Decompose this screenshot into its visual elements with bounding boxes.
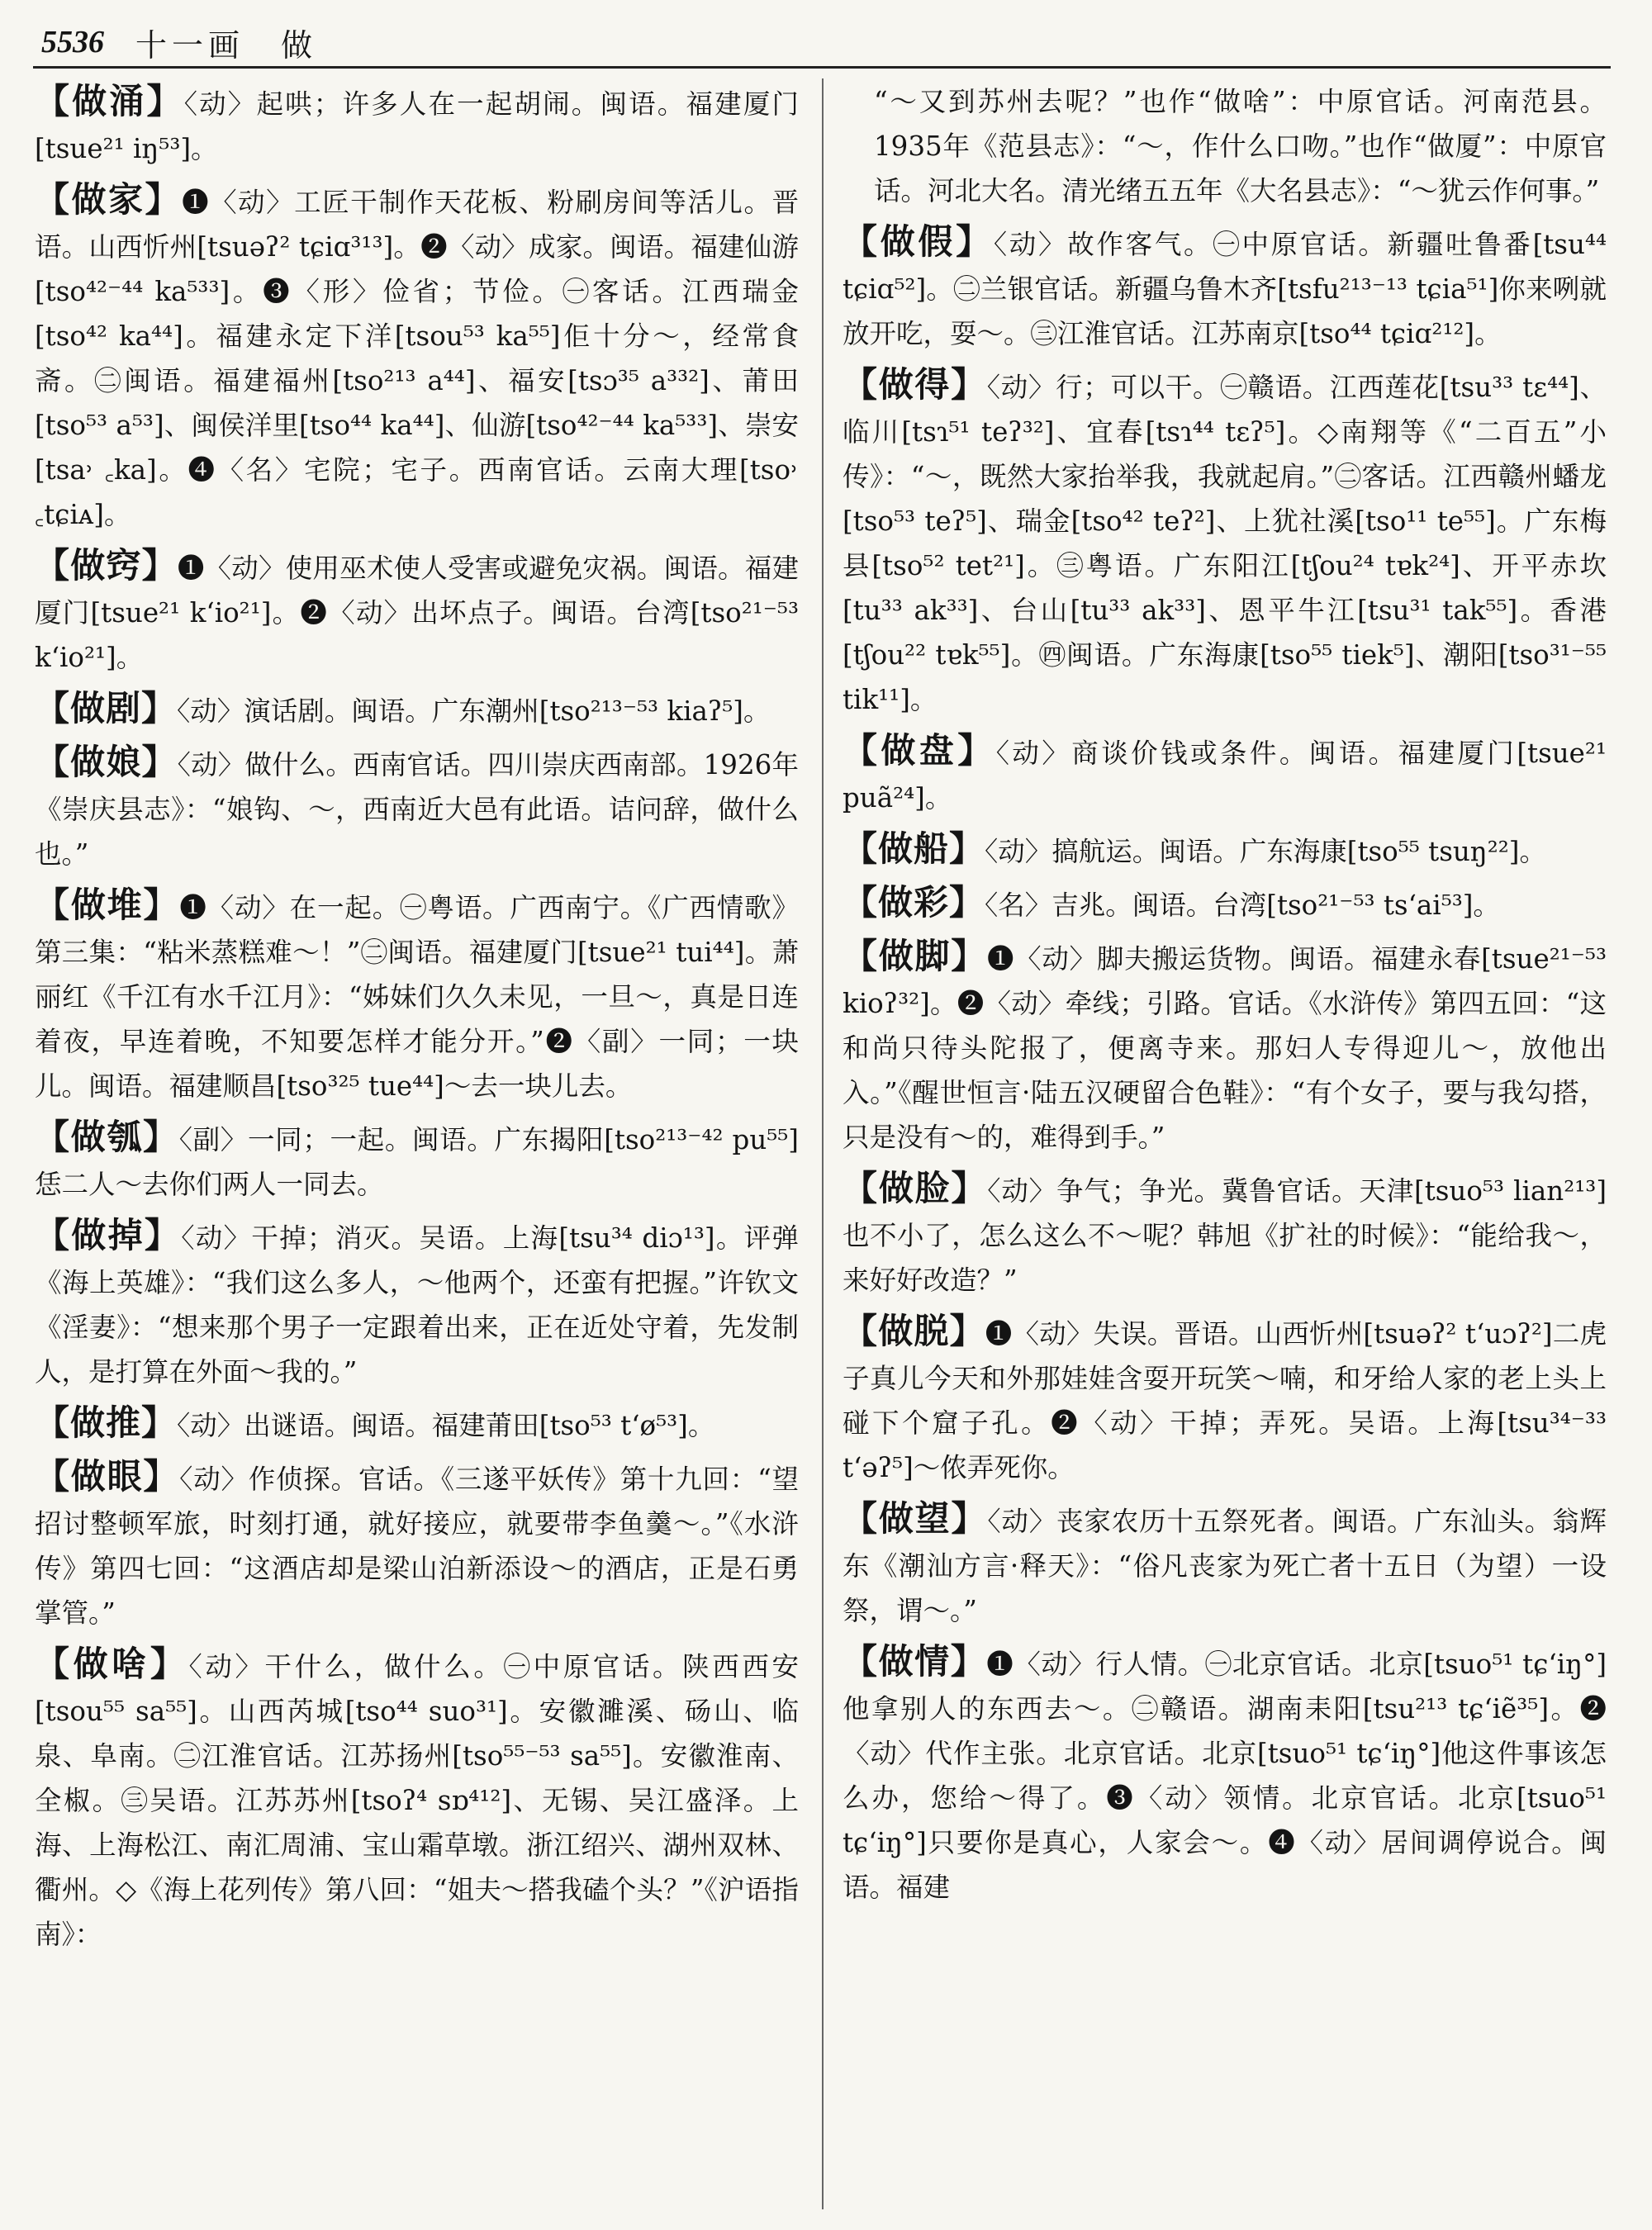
entry-definition: “～又到苏州去呢？”也作“做啥”：中原官话。河南范县。1935年《范县志》：“～，作什么口吻。”也作“做厦”：中原官话。河北大名。清光绪五五年《大名县志》：“～犹云作何事。” bbox=[874, 86, 1607, 206]
entry-definition: 〈动〉起哄；许多人在一起胡闹。闽语。福建厦门[tsue²¹ iŋ⁵³]。 bbox=[35, 88, 799, 164]
dictionary-entry bbox=[843, 827, 1607, 874]
entry-headword: 【做盘】 bbox=[843, 730, 996, 771]
entry-definition: 〈动〉行；可以干。㊀赣语。江西莲花[tsu³³ tɛ⁴⁴]、临川[tsɿ⁵¹ teʔ³²]、宜春[tsɿ⁴⁴ tɛʔ⁵]。◇南翔等《“二百五”小传》：“～，既然大家抬举我，我就起肩。”㊁客话。江西赣州蟠龙[tso⁵³ teʔ⁵]、瑞金[tso⁴² teʔ²]、上犹社溪[tso¹¹ te⁵⁵]。广东梅县[tso⁵² tet²¹]。㊂粤语。广东阳江[tʃou²⁴ tɐk²⁴]、开平赤坎[tu³³ ak³³]、台山[tu³³ ak³³]、恩平牛江[tsu³¹ tak⁵⁵]。香港[tʃou²² tɐk⁵⁵]。㊃闽语。广东海康[tso⁵⁵ tiek⁵]、潮阳[tso³¹⁻⁵⁵ tik¹¹]。 bbox=[843, 372, 1607, 715]
page-title: 十一画 做 bbox=[135, 26, 318, 64]
entry-definition: 〈动〉做什么。西南官话。四川崇庆西南部。1926年《崇庆县志》：“娘钩、～，西南近大邑有此语。诘问辞，做什么也。” bbox=[35, 749, 799, 870]
entry-headword: 【做推】 bbox=[35, 1402, 178, 1443]
entry-headword: 【做船】 bbox=[843, 828, 985, 869]
entry-definition: 〈动〉干什么，做什么。㊀中原官话。陕西西安[tsou⁵⁵ sa⁵⁵]。山西芮城[tso⁴⁴ suo³¹]。安徽濉溪、砀山、临泉、阜南。㊁江淮官话。江苏扬州[tso⁵⁵⁻⁵³ sa⁵⁵]。安徽淮南、全椒。㊂吴语。江苏苏州[tsoʔ⁴ sɒ⁴¹²]、无锡、吴江盛泽。上海、上海松江、南汇周浦、宝山霜草墩。浙江绍兴、湖州双林、衢州。◇《海上花列传》第八回：“姐夫～搭我磕个头？”《沪语指南》： bbox=[35, 1651, 799, 1950]
dictionary-entry bbox=[35, 686, 799, 733]
entry-definition: 〈动〉干掉；消灭。吴语。上海[tsu³⁴ diɔ¹³]。评弹《海上英雄》：“我们这么多人，～他两个，还蛮有把握。”许钦文《淫妻》：“想来那个男子一定跟着出来，正在近处守着，先发制人，是打算在外面～我的。” bbox=[35, 1222, 799, 1388]
entry-definition: ❶〈动〉脚夫搬运货物。闽语。福建永春[tsue²¹⁻⁵³ kioʔ³²]。❷〈动〉牵线；引路。官话。《水浒传》第四五回：“这和尚只待头陀报了，便离寺来。那妇人专得迎儿～，放他出入。”《醒世恒言·陆五汉硬留合色鞋》：“有个女子，要与我勾搭，只是没有～的，难得到手。” bbox=[843, 943, 1607, 1153]
entry-definition: 〈动〉争气；争光。冀鲁官话。天津[tsuo⁵³ lian²¹³]也不小了，怎么这么不～呢？韩旭《扩社的时候》：“能给我～，来好好改造？” bbox=[843, 1175, 1607, 1296]
dictionary-entry bbox=[843, 1639, 1607, 1910]
entry-headword: 【做脚】 bbox=[843, 936, 987, 976]
entry-definition: ❶〈动〉在一起。㊀粤语。广西南宁。《广西情歌》第三集：“粘米蒸糕难～！”㊁闽语。福建厦门[tsue²¹ tui⁴⁴]。萧丽红《千江有水千江月》：“姊妹们久久未见，一旦～，真是日连着夜，早连着晚，不知要怎样才能分开。”❷〈副〉一同；一块儿。闽语。福建顺昌[tso³²⁵ tue⁴⁴]～去一块儿去。 bbox=[35, 892, 799, 1102]
entry-headword: 【做彩】 bbox=[843, 882, 985, 923]
entry-definition: 〈名〉吉兆。闽语。台湾[tso²¹⁻⁵³ tsʻai⁵³]。 bbox=[985, 890, 1500, 921]
dictionary-entry bbox=[843, 1166, 1607, 1302]
dictionary-entry bbox=[35, 883, 799, 1108]
header-rule bbox=[33, 66, 1611, 69]
dictionary-entry bbox=[843, 728, 1607, 820]
entry-definition: 〈动〉作侦探。官话。《三遂平妖传》第十九回：“望招讨整顿军旅，时刻打通，就好接应，就要带李鱼羹～。”《水浒传》第四七回：“这酒店却是梁山泊新添设～的酒店，正是石勇掌管。” bbox=[35, 1464, 799, 1629]
entry-headword: 【做窍】 bbox=[35, 545, 178, 586]
dictionary-entry bbox=[843, 79, 1607, 213]
entry-definition: ❶〈动〉工匠干制作天花板、粉刷房间等活儿。晋语。山西忻州[tsuəʔ² tɕiɑ³¹³]。❷〈动〉成家。闽语。福建仙游[tso⁴²⁻⁴⁴ ka⁵³³]。❸〈形〉俭省；节俭。㊀客话。江西瑞金[tso⁴² ka⁴⁴]。福建永定下洋[tsou⁵³ ka⁵⁵]佢十分～，经常食斋。㊁闽语。福建福州[tso²¹³ a⁴⁴]、福安[tsɔ³⁵ a³³²]、莆田[tso⁵³ a⁵³]、闽侯洋里[tso⁴⁴ ka⁴⁴]、仙游[tso⁴²⁻⁴⁴ ka⁵³³]、崇安[tsa˒ ꜀ka]。❹〈名〉宅院；宅子。西南官话。云南大理[tso˒ ꜀tɕiᴀ]。 bbox=[35, 187, 799, 530]
dictionary-entry bbox=[35, 1115, 799, 1207]
dictionary-entry bbox=[35, 79, 799, 171]
entry-headword: 【做堆】 bbox=[35, 885, 180, 925]
entry-definition: 〈副〉一同；一起。闽语。广东揭阳[tso²¹³⁻⁴² pu⁵⁵]恁二人～去你们两人一同去。 bbox=[35, 1124, 799, 1200]
dictionary-entry bbox=[35, 740, 799, 876]
entry-headword: 【做脸】 bbox=[843, 1168, 988, 1208]
dictionary-entry bbox=[843, 1309, 1607, 1490]
entry-definition: 〈动〉演话剧。闽语。广东潮州[tso²¹³⁻⁵³ kiaʔ⁵]。 bbox=[177, 695, 771, 727]
entry-headword: 【做啥】 bbox=[35, 1644, 189, 1684]
dictionary-entry bbox=[35, 1401, 799, 1448]
entry-definition: 〈动〉故作客气。㊀中原官话。新疆吐鲁番[tsu⁴⁴ tɕiɑ⁵²]。㊁兰银官话。新疆乌鲁木齐[tsfu²¹³⁻¹³ tɕia⁵¹]你来咧就放开吃，耍～。㊂江淮官话。江苏南京[tso⁴⁴ tɕiɑ²¹²]。 bbox=[843, 229, 1607, 349]
entry-definition: 〈动〉出谜语。闽语。福建莆田[tso⁵³ tʻø⁵³]。 bbox=[177, 1410, 715, 1441]
left-column bbox=[35, 79, 799, 2222]
entry-headword: 【做涌】 bbox=[35, 81, 184, 121]
page-number: 5536 bbox=[41, 25, 104, 59]
column-divider bbox=[822, 78, 824, 2209]
dictionary-entry bbox=[35, 1642, 799, 1957]
entry-definition: 〈动〉丧家农历十五祭死者。闽语。广东汕头。翁辉东《潮汕方言·释天》：“俗凡丧家为死亡者十五日（为望）一设祭，谓～。” bbox=[843, 1506, 1607, 1626]
entry-definition: 〈动〉商谈价钱或条件。闽语。福建厦门[tsue²¹ puã²⁴]。 bbox=[843, 738, 1607, 814]
entry-headword: 【做望】 bbox=[843, 1498, 988, 1539]
entry-definition: ❶〈动〉使用巫术使人受害或避免灾祸。闽语。福建厦门[tsue²¹ kʻio²¹]。❷〈动〉出坏点子。闽语。台湾[tso²¹⁻⁵³ kʻio²¹]。 bbox=[35, 553, 799, 673]
entry-headword: 【做剧】 bbox=[35, 688, 178, 728]
dictionary-entry bbox=[843, 880, 1607, 928]
page-header bbox=[41, 18, 1611, 66]
entry-headword: 【做掉】 bbox=[35, 1215, 182, 1255]
entry-headword: 【做眼】 bbox=[35, 1456, 180, 1497]
entry-definition: ❶〈动〉失误。晋语。山西忻州[tsuəʔ² tʻuɔʔ²]二虎子真儿今天和外那娃娃含耍开玩笑～喃，和牙给人家的老上头上碰下个窟子孔。❷〈动〉干掉；弄死。吴语。上海[tsu³⁴⁻³³ tʻəʔ⁵]～侬弄死你。 bbox=[843, 1318, 1607, 1483]
dictionary-entry bbox=[35, 1454, 799, 1635]
entry-headword: 【做假】 bbox=[843, 221, 994, 262]
dictionary-entry bbox=[35, 1213, 799, 1394]
dictionary-entry bbox=[35, 543, 799, 680]
right-column bbox=[843, 79, 1607, 2222]
entry-headword: 【做家】 bbox=[35, 179, 183, 220]
dictionary-entry bbox=[843, 363, 1607, 722]
dictionary-entry bbox=[843, 934, 1607, 1160]
entry-headword: 【做瓠】 bbox=[35, 1117, 179, 1157]
entry-definition: 〈动〉搞航运。闽语。广东海康[tso⁵⁵ tsuŋ²²]。 bbox=[985, 836, 1546, 867]
entry-headword: 【做情】 bbox=[843, 1641, 987, 1682]
entry-headword: 【做得】 bbox=[843, 364, 987, 405]
dictionary-entry bbox=[843, 220, 1607, 356]
dictionary-entry bbox=[35, 178, 799, 537]
dictionary-entry bbox=[843, 1497, 1607, 1633]
entry-headword: 【做娘】 bbox=[35, 742, 178, 782]
entry-definition: ❶〈动〉行人情。㊀北京官话。北京[tsuo⁵¹ tɕʻiŋ°]他拿别人的东西去～。㊁赣语。湖南耒阳[tsu²¹³ tɕʻiẽ³⁵]。❷〈动〉代作主张。北京官话。北京[tsuo⁵¹ tɕʻiŋ°]他这件事该怎么办，您给～得了。❸〈动〉领情。北京官话。北京[tsuo⁵¹ tɕʻiŋ°]只要你是真心，人家会～。❹〈动〉居间调停说合。闽语。福建 bbox=[843, 1649, 1607, 1903]
entry-headword: 【做脱】 bbox=[843, 1311, 985, 1351]
